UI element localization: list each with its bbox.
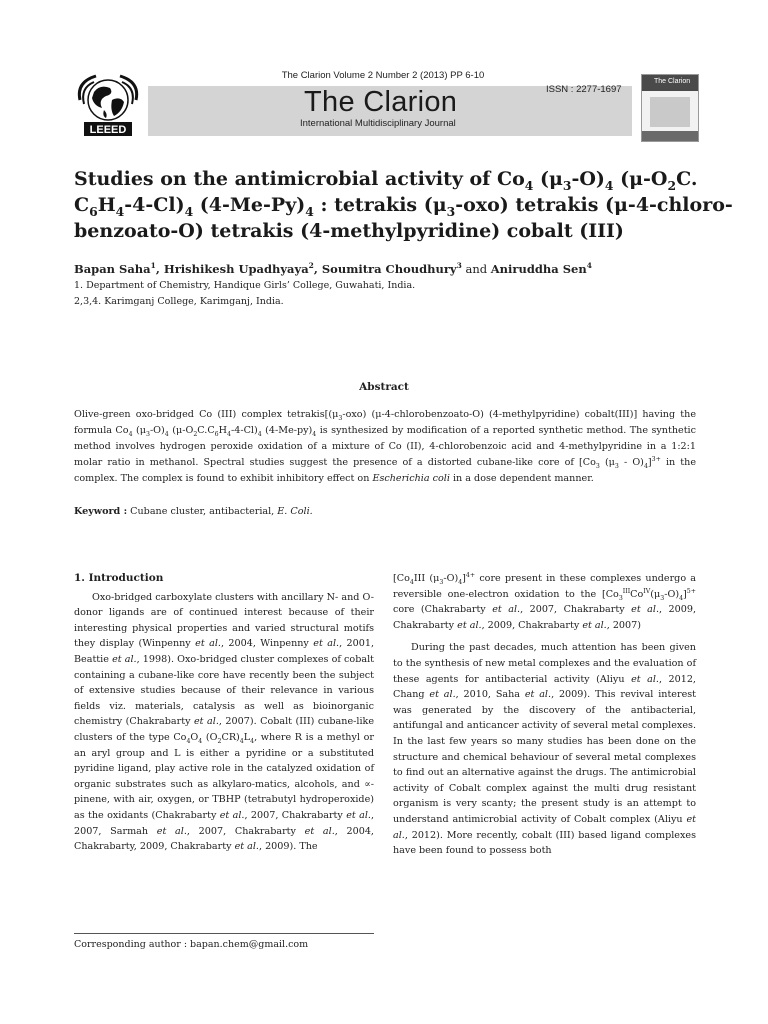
author-3: Soumitra Choudhury [321, 262, 457, 276]
author-4: Aniruddha Sen [490, 262, 587, 276]
journal-cover-thumbnail [641, 74, 699, 142]
right-paragraph-2: During the past decades, much attention has been given to the synthesis of new metal complexes and the evaluation of these agents for antibacterial activity (Aliyu et al., 2012, Chang et al., 2010, Saha et al., 2009). This revival interest was generated by the discovery of the antibacterial, antifungal and anticancer activity of several metal complexes. In the last few years so many studies has been done on the structure and chemical behaviour of several metal complexes to find out an alternative against the drugs. The antimicrobial activity of Cobalt complex against the multi drug resistant organism is very scanty; the present study is an attempt to understand antimicrobial activity of Cobalt complex (Aliyu et al., 2012). More recently, cobalt (III) based ligand complexes have been found to possess both [393, 642, 697, 857]
affiliation-1: 1. Department of Chemistry, Handique Girls’ College, Guwahati, India. [74, 280, 416, 291]
intro-heading: 1. Introduction [74, 572, 164, 584]
title-line-1: Studies on the antimicrobial activity of $Co_4$ $(\mu_3-O)_4$ ($\mu-O_2C$. [74, 168, 698, 193]
right-column [393, 571, 696, 859]
author-1: Bapan Saha [74, 262, 151, 276]
author-2: Hrishikesh Upadhyaya [163, 262, 309, 276]
article-title [74, 166, 733, 244]
author-list: Bapan Saha$^1$, Hrishikesh Upadhyaya$^2$, Soumitra Choudhury$^3$ and Aniruddha Sen$^4$ [74, 261, 592, 276]
footnote-rule [74, 933, 374, 934]
logo-text: LEEED [89, 124, 127, 136]
intro-paragraph-1: Oxo-bridged carboxylate clusters with ancillary N- and O-donor ligands are of continued interest because of their interesting physical properties and varied structural motifs they display (Winpenny et al., 2004, Winpenny et al., 2001, Beattie et al., 1998). Oxo-bridged cluster complexes of cobalt containing a cubane-like core have recently been the subject of extensive studies because of their relevance in various fields viz. materials, catalysis as well as bioinorganic chemistry (Chakrabarty et al., 2007). Cobalt (III) cubane-like clusters of the type $Co_4O_4$ $(O_2CR)_4L_4$, where R is a methyl or an aryl group and L is either a pyridine or a substituted pyridine ligand, play active role in the catalyzed oxidation of organic substrates such as alkylaro-matics, alcohols, and ∝-pinene, with air, oxygen, or TBHP (tetrabutyl hydroperoxide) as the oxidants (Chakrabarty et al., 2007, Chakrabarty et al., 2007, Sarmah et al., 2007, Chakrabarty et al., 2004, Chakrabarty, 2009, Chakrabarty et al., 2009). The [74, 591, 375, 853]
right-paragraph-1: [$Co_4III$ $(\mu_3-O)_4]^{4+}$ core present in these complexes undergo a reversible one-electron oxidation to the $[Co_3^{III}Co^{IV}(\mu_3-O)_4]^{5+}$ core (Chakrabarty et al., 2007, Chakrabarty et al., 2009, Chakrabarty et al., 2009, Chakrabarty et al., 2007) [393, 571, 696, 631]
journal-subtitle: International Multidisciplinary Journal [300, 118, 456, 129]
title-line-2: $C_6H_4-4-Cl)_4$ $(4-Me-Py)_4$ : tetrakis $(\mu_3-oxo)$ tetrakis (μ-4-chloro- [74, 194, 733, 219]
corresponding-author-footnote: Corresponding author : bapan.chem@gmail.com [74, 939, 309, 950]
keyword-values: Cubane cluster, antibacterial, E. Coli. [127, 506, 313, 517]
title-line-3: benzoato-O) tetrakis (4-methylpyridine) cobalt (III) [74, 220, 624, 242]
affiliation-2: 2,3,4. Karimganj College, Karimganj, India. [74, 296, 284, 307]
abstract-text: Olive-green oxo-bridged Co (III) complex $tetrakis[(\mu_3-oxo)$ (μ-4-chlorobenzoato-O) (4-methylpyridine) cobalt(III)] having the formula $Co_4$ $(\mu_3-O)_4$ $(\mu-O_2C.C_6H_4-4-Cl)_4$ $(4-Me-py)_4$ is synthesized by modification of a reported synthetic method. The synthetic method involves hydrogen peroxide oxidation of a mixture of Co (II), 4-chlorobenzoic acid and 4-methylpyridine in a 1:2:1 molar ratio in methanol. Spectral studies suggest the presence of a distorted cubane-like core of [$Co_3$ $(\mu_3 - O)_4]^{3+}$ in the complex. The complex is found to exhibit inhibitory effect on Escherichia coli in a dose dependent manner. [74, 409, 697, 484]
left-column [74, 571, 374, 855]
journal-citation: The Clarion Volume 2 Number 2 (2013) PP 6-10 [281, 70, 485, 81]
abstract-heading: Abstract [359, 381, 409, 393]
issn: ISSN : 2277-1697 [546, 84, 622, 95]
keywords [74, 506, 313, 517]
journal-title: The Clarion [304, 86, 458, 118]
leeed-logo [74, 70, 142, 140]
keyword-label: Keyword : [74, 506, 128, 517]
cover-title: The Clarion [654, 78, 691, 85]
